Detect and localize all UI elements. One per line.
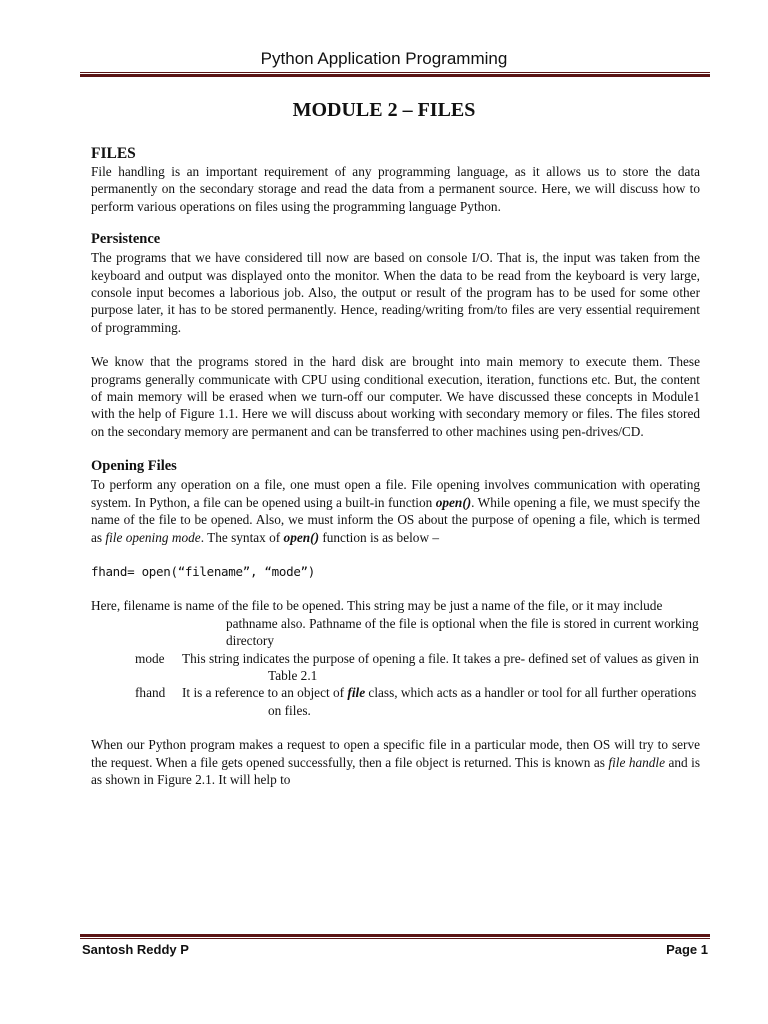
text-segment: It is a reference to an object of — [182, 685, 348, 701]
definition-term-fhand: fhand — [135, 685, 166, 701]
footer-rule-thick — [80, 934, 710, 937]
section-heading-opening-files: Opening Files — [91, 458, 177, 475]
text-segment: . While opening a file, we must specify the name of the file to be opened. Also, we must inform the OS about the purpose of opening a file, which is termed as — [91, 494, 700, 545]
text-segment: class, which acts as a handler or tool for all further operations on files. — [268, 685, 697, 718]
paragraph-file-handle — [91, 736, 700, 788]
definition-body-fhand — [179, 684, 700, 719]
section-heading-files: FILES — [91, 145, 136, 162]
definition-filename-body: filename is name of the file to be opened. This string may be just a name of the file, or it may include pathname also. Pathname of the file is optional when the file is stored in current working directory — [123, 598, 699, 649]
text-segment: function is as below – — [319, 529, 440, 545]
definition-fhand — [135, 684, 700, 719]
paragraph-opening-files — [91, 476, 700, 546]
definition-filename — [91, 597, 700, 649]
footer-author: Santosh Reddy P — [82, 942, 189, 957]
text-segment: When our Python program makes a request to open a specific file in a particular mode, then OS will try to serve the request. When a file gets opened successfully, then a file object is returned. This is known as — [91, 737, 700, 770]
definition-body-mode: This string indicates the purpose of opening a file. It takes a pre- defined set of values as given in Table 2.1 — [182, 650, 699, 683]
text-segment: To perform any operation on a file, one must open a file. File opening involves communication with operating system. In Python, a file can be opened using a built-in function — [91, 477, 700, 510]
term-file-opening-mode: file opening mode — [105, 529, 201, 545]
paragraph-persistence-1: The programs that we have considered till now are based on console I/O. That is, the input was taken from the keyboard and output was displayed onto the monitor. When the data to be read from the keyboard is very large, console input becomes a laborious job. Also, the output or result of the program has to be used for some other purpose later, it has to be stored permanently. Hence, reading/writing from/to files are very essential requirement of programming. — [91, 250, 700, 335]
definition-mode — [135, 650, 700, 685]
header-rule-thick — [80, 74, 710, 77]
running-header-title: Python Application Programming — [260, 49, 508, 68]
term-file-handle: file handle — [608, 754, 666, 770]
term-file: file — [347, 685, 366, 701]
module-title: MODULE 2 – FILES — [292, 99, 476, 121]
paragraph-files-intro: File handling is an important requirement of any programming language, as it allows us to store the data permanently on the secondary storage and read the data from a permanent source. Here, we will discuss how to perform various operations on files using the programming language Python. — [91, 164, 700, 214]
inline-code-open: open() — [435, 494, 472, 510]
text-segment: . The syntax of — [200, 529, 284, 545]
paragraph-persistence-2: We know that the programs stored in the hard disk are brought into main memory to execute them. These programs generally communicate with CPU using conditional execution, iteration, functions etc. But, the content of main memory will be erased when we turn-off our computer. We have discussed these concepts in Module1 with the help of Figure 1.1. Here we will discuss about working with secondary memory or files. The files stored on the secondary memory are permanent and can be transferred to other machines using pen-drives/CD. — [91, 354, 700, 439]
code-syntax-open: fhand= open(“filename”, “mode”) — [91, 563, 315, 579]
page-content — [91, 145, 700, 788]
inline-code-open: open() — [283, 529, 319, 545]
definitions-intro: Here, — [91, 598, 124, 614]
footer-page-number: Page 1 — [666, 942, 708, 957]
section-heading-persistence: Persistence — [91, 231, 161, 248]
definition-term-mode: mode — [135, 650, 165, 666]
text-segment: and is as shown in Figure 2.1. It will help to — [91, 754, 700, 787]
header-rule-thin — [80, 72, 710, 73]
footer-rule-thin — [80, 938, 710, 939]
